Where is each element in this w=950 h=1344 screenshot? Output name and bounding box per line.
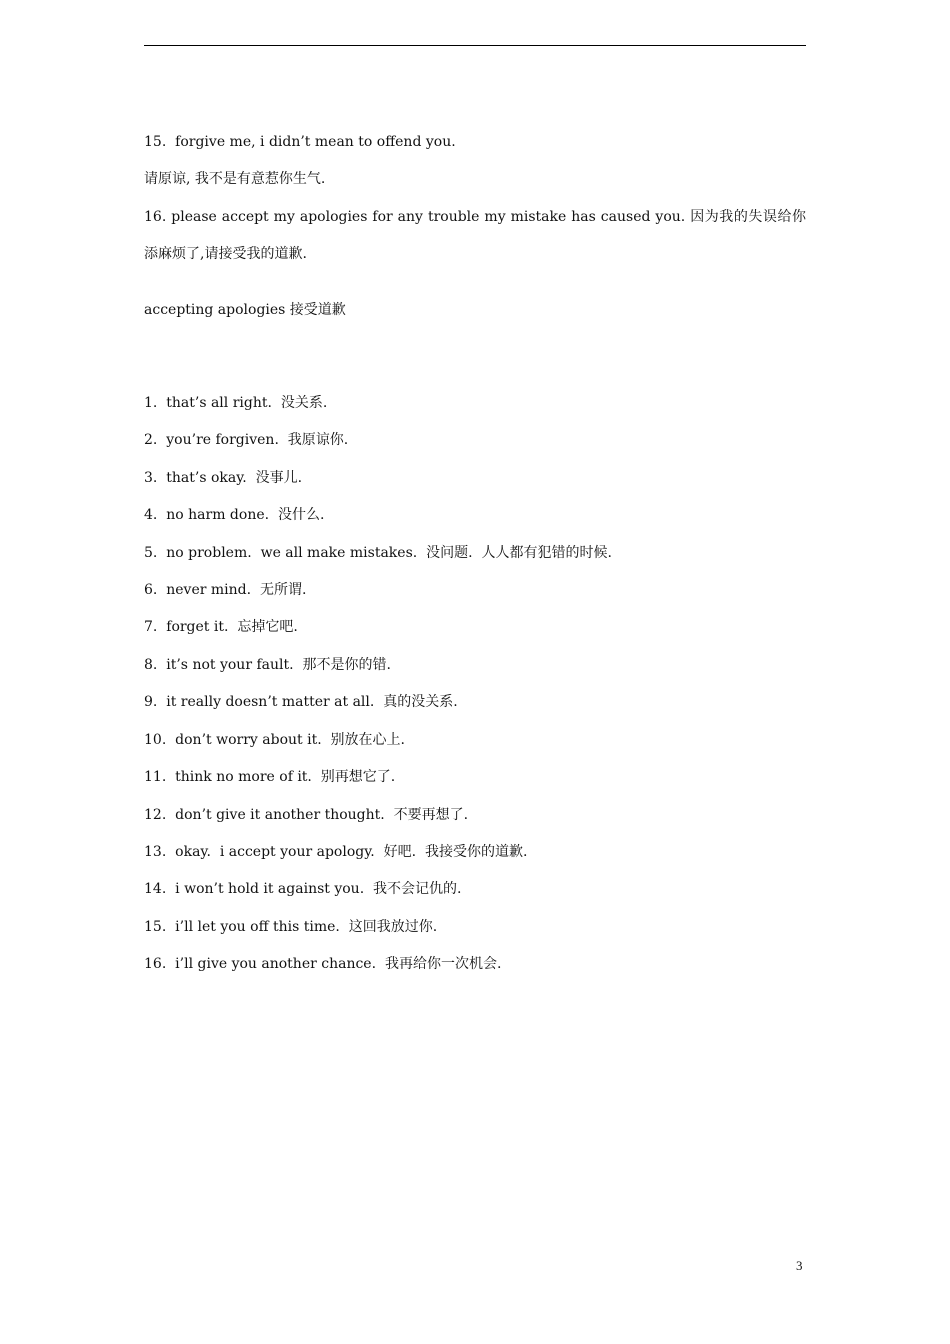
list-item: 12. don’t give it another thought. 不要再想了. — [144, 806, 469, 823]
list-item: 3. that’s okay. 没事儿. — [144, 469, 303, 486]
header-rule — [144, 45, 806, 46]
list-item: 11. think no more of it. 别再想它了. — [144, 769, 396, 786]
list-item: 2. you’re forgiven. 我原谅你. — [144, 432, 349, 449]
section-title: accepting apologies 接受道歉 — [144, 301, 346, 318]
list-item: 1. that’s all right. 没关系. — [144, 395, 328, 412]
apology-16 — [144, 199, 806, 274]
document-body — [144, 124, 806, 984]
apology-16-chinese: 因为我的失误给你添麻烦了,请接受我的道歉. — [144, 208, 807, 263]
accepting-apologies-list — [144, 385, 806, 984]
list-item: 4. no harm done. 没什么. — [144, 507, 325, 524]
apology-15-english: 15. forgive me, i didn’t mean to offend you. — [144, 134, 456, 150]
list-item: 10. don’t worry about it. 别放在心上. — [144, 731, 405, 748]
list-item: 6. never mind. 无所谓. — [144, 582, 307, 599]
list-item: 16. i’ll give you another chance. 我再给你一次机会. — [144, 956, 502, 973]
list-item: 5. no problem. we all make mistakes. 没问题. 人人都有犯错的时候. — [144, 544, 612, 561]
list-item: 8. it’s not your fault. 那不是你的错. — [144, 656, 391, 673]
list-item: 13. okay. i accept your apology. 好吧. 我接受你的道歉. — [144, 843, 528, 860]
list-item: 7. forget it. 忘掉它吧. — [144, 619, 298, 636]
list-item: 15. i’ll let you off this time. 这回我放过你. — [144, 918, 438, 935]
list-item: 14. i won’t hold it against you. 我不会记仇的. — [144, 881, 462, 898]
page-number: 3 — [796, 1258, 803, 1273]
apology-15-chinese: 请原谅, 我不是有意惹你生气. — [144, 171, 326, 188]
list-item: 9. it really doesn’t matter at all. 真的没关系. — [144, 694, 458, 711]
apology-16-english: 16. please accept my apologies for any trouble my mistake has caused you. — [144, 208, 686, 225]
